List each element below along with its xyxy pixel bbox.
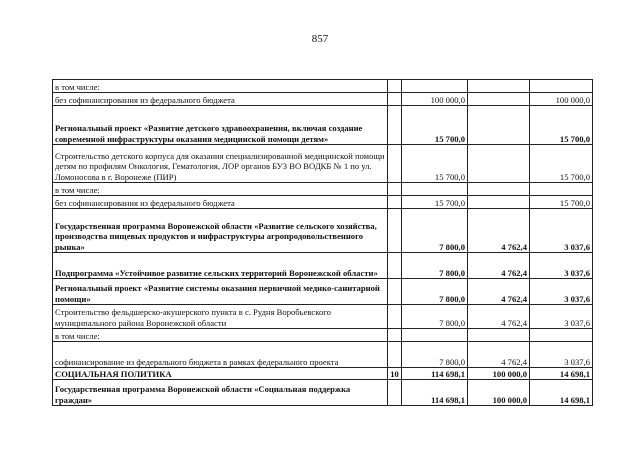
row-name-cell: в том числе: — [53, 80, 388, 93]
row-name-cell: СОЦИАЛЬНАЯ ПОЛИТИКА — [53, 368, 388, 380]
table-row — [53, 93, 593, 106]
row-code-cell — [388, 196, 402, 209]
row-name-cell: Региональный проект «Развитие детского здравоохранения, включая создание современной инфраструктуры оказания медицинской помощи детям» — [53, 106, 388, 145]
row-name-cell: Государственная программа Воронежской области «Социальная поддержка граждан» — [53, 380, 388, 406]
row-value-1-cell: 7 800,0 — [402, 209, 468, 253]
row-code-cell — [388, 209, 402, 253]
row-value-1-cell: 7 800,0 — [402, 342, 468, 368]
row-name-cell: Региональный проект «Развитие системы оказания первичной медико-санитарной помощи» — [53, 279, 388, 305]
row-value-3-cell: 3 037,6 — [530, 305, 593, 329]
row-code-cell — [388, 305, 402, 329]
row-value-1-cell — [402, 329, 468, 342]
row-value-3-cell — [530, 329, 593, 342]
row-value-2-cell — [468, 183, 530, 196]
table-row — [53, 196, 593, 209]
row-value-1-cell: 15 700,0 — [402, 196, 468, 209]
row-code-cell: 10 — [388, 368, 402, 380]
row-code-cell — [388, 145, 402, 183]
table-row — [53, 209, 593, 253]
table-row — [53, 279, 593, 305]
budget-table — [52, 79, 593, 406]
row-value-1-cell: 114 698,1 — [402, 380, 468, 406]
row-code-cell — [388, 342, 402, 368]
row-value-2-cell — [468, 80, 530, 93]
row-value-2-cell — [468, 106, 530, 145]
table-row — [53, 380, 593, 406]
row-value-3-cell: 3 037,6 — [530, 209, 593, 253]
table-row — [53, 253, 593, 279]
row-value-1-cell — [402, 183, 468, 196]
row-code-cell — [388, 80, 402, 93]
table-row — [53, 80, 593, 93]
row-value-3-cell — [530, 80, 593, 93]
row-value-1-cell: 100 000,0 — [402, 93, 468, 106]
row-code-cell — [388, 93, 402, 106]
row-value-1-cell: 15 700,0 — [402, 145, 468, 183]
row-value-1-cell: 7 800,0 — [402, 253, 468, 279]
row-code-cell — [388, 380, 402, 406]
row-name-cell: Строительство фельдшерско-акушерского пункта в с. Рудня Воробьевского муниципального района Воронежской области — [53, 305, 388, 329]
row-value-2-cell: 100 000,0 — [468, 380, 530, 406]
row-value-2-cell: 4 762,4 — [468, 209, 530, 253]
page-number: 857 — [311, 33, 329, 45]
row-name-cell: Государственная программа Воронежской области «Развитие сельского хозяйства, производства пищевых продуктов и инфраструктуры агропродовольственного рынка» — [53, 209, 388, 253]
row-value-3-cell: 15 700,0 — [530, 145, 593, 183]
row-value-2-cell: 4 762,4 — [468, 279, 530, 305]
row-value-3-cell: 15 700,0 — [530, 106, 593, 145]
table-row — [53, 106, 593, 145]
row-value-1-cell: 114 698,1 — [402, 368, 468, 380]
row-name-cell: Подпрограмма «Устойчивое развитие сельских территорий Воронежской области» — [53, 253, 388, 279]
row-value-2-cell: 4 762,4 — [468, 305, 530, 329]
row-value-3-cell — [530, 183, 593, 196]
row-value-1-cell — [402, 80, 468, 93]
row-name-cell: Строительство детского корпуса для оказания специализированной медицинской помощи детям по профилям Онкология, Гематология, ЛОР органов БУЗ ВО ВОДКБ № 1 по ул. Ломоносова в г. Воронеже (ПИР) — [53, 145, 388, 183]
row-name-cell: без софинансирования из федерального бюджета — [53, 196, 388, 209]
row-code-cell — [388, 329, 402, 342]
table-row — [53, 329, 593, 342]
row-code-cell — [388, 279, 402, 305]
row-value-3-cell: 100 000,0 — [530, 93, 593, 106]
table-row — [53, 368, 593, 380]
row-value-2-cell: 4 762,4 — [468, 342, 530, 368]
row-value-3-cell: 14 698,1 — [530, 380, 593, 406]
row-value-2-cell: 100 000,0 — [468, 368, 530, 380]
table-row — [53, 342, 593, 368]
row-name-cell: в том числе: — [53, 183, 388, 196]
row-value-1-cell: 15 700,0 — [402, 106, 468, 145]
table-row — [53, 305, 593, 329]
row-value-3-cell: 14 698,1 — [530, 368, 593, 380]
row-value-2-cell — [468, 145, 530, 183]
row-value-3-cell: 3 037,6 — [530, 342, 593, 368]
table-row — [53, 183, 593, 196]
row-value-2-cell — [468, 196, 530, 209]
row-value-1-cell: 7 800,0 — [402, 305, 468, 329]
budget-table-body — [53, 80, 593, 406]
row-value-2-cell: 4 762,4 — [468, 253, 530, 279]
row-value-2-cell — [468, 93, 530, 106]
row-name-cell: без софинансирования из федерального бюджета — [53, 93, 388, 106]
row-code-cell — [388, 253, 402, 279]
row-name-cell: софинансирование из федерального бюджета в рамках федерального проекта — [53, 342, 388, 368]
row-value-3-cell: 15 700,0 — [530, 196, 593, 209]
row-code-cell — [388, 106, 402, 145]
row-name-cell: в том числе: — [53, 329, 388, 342]
row-code-cell — [388, 183, 402, 196]
row-value-3-cell: 3 037,6 — [530, 279, 593, 305]
row-value-2-cell — [468, 329, 530, 342]
row-value-1-cell: 7 800,0 — [402, 279, 468, 305]
row-value-3-cell: 3 037,6 — [530, 253, 593, 279]
table-row — [53, 145, 593, 183]
